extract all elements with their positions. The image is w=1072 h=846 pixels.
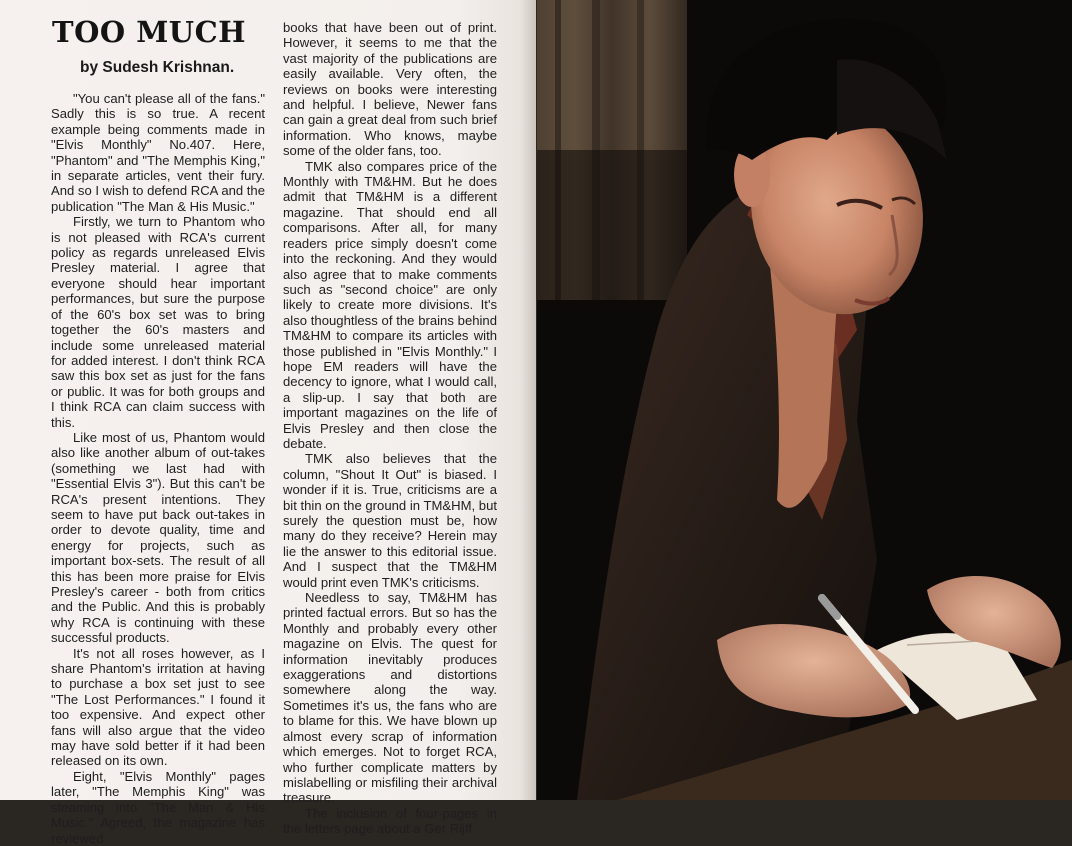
paragraph: Firstly, we turn to Phantom who is not pleased with RCA's current policy as regards unreleased Elvis Presley material. I agree that everyone should hear important performances, but sure the purpose of the 60's box set was to bring together the 60's masters and include some unreleased material for added interest. I don't think RCA saw this box set as just for the fans or public. It was for both groups and I think RCA can claim success with this. [51, 214, 265, 430]
photograph [537, 0, 1072, 800]
paragraph: Needless to say, TM&HM has printed factual errors. But so has the Monthly and probably every other magazine on Elvis. The quest for information inevitably produces exaggerations and distortions somewhere along the way. Sometimes it's us, the fans who are to blame for this. We have blown up almost every scrap of information which emerges. Not to forget RCA, who further complicate matters by mislabelling or misfiling their archival treasure. [283, 590, 497, 806]
paragraph: "You can't please all of the fans." Sadly this is so true. A recent example being comments made in "Elvis Monthly" No.407. Here, "Phantom" and "The Memphis King," in separate articles, vent their fury. And so I wish to defend RCA and the publication "The Man & His Music." [51, 91, 266, 214]
paragraph: The inclusion of four-pages in the letters page about a Ger Rijff [283, 805, 497, 837]
article-title: TOO MUCH [52, 15, 247, 49]
page-gutter-shadow [520, 0, 538, 800]
article-byline: by Sudesh Krishnan. [80, 59, 235, 76]
article-column-1 [51, 91, 265, 846]
paragraph: TMK also believes that the column, "Shout It Out" is biased. I wonder if it is. True, criticisms are a bit thin on the ground in TM&HM, but surely the question must be, how many do they receive? Herein may lie the answer to this editorial issue. And I suspect that the TM&HM would print even TMK's criticisms. [283, 451, 497, 590]
photograph-illustration [537, 0, 1072, 800]
paragraph: Eight, "Elvis Monthly" pages later, "The Memphis King" was steaming into "The Man & His Music." Agreed, the magazine has reviewed [51, 768, 265, 846]
article-column-2 [283, 20, 497, 837]
paragraph: TMK also compares price of the Monthly with TM&HM. But he does admit that TM&HM is a different magazine. That should end all comparisons. After all, for many readers price simply doesn't come into the reckoning. And they would also agree that to make comments such as "second choice" are only likely to create more divisions. It's also thoughtless of the brains behind TM&HM to compare its articles with those published in "Elvis Monthly." I hope EM readers will have the decency to ignore, what I would call, a slip-up. I say that both are important magazines on the life of Elvis Presley and then close the debate. [283, 158, 497, 451]
paragraph: It's not all roses however, as I share Phantom's irritation at having to purchase a box set just to see "The Lost Performances." I found it too expensive. And expect other fans will also argue that the video may have sold better if it had been released on its own. [51, 645, 265, 769]
paragraph: books that have been out of print. However, it seems to me that the vast majority of the publications are easily available. Very often, the reviews on books were interesting and helpful. I believe, Newer fans can gain a great deal from such brief information. Who knows, maybe some of the older fans, too. [283, 20, 497, 159]
paragraph: Like most of us, Phantom would also like another album of out-takes (something we last had with "Essential Elvis 3"). But this can't be RCA's present intentions. They seem to have put back out-takes in order to devote quality, time and energy for projects, such as important box-sets. The result of all this has been more praise for Elvis Presley's career - both from critics and the Public. And this is probably why RCA is continuing with these successful products. [51, 429, 265, 646]
